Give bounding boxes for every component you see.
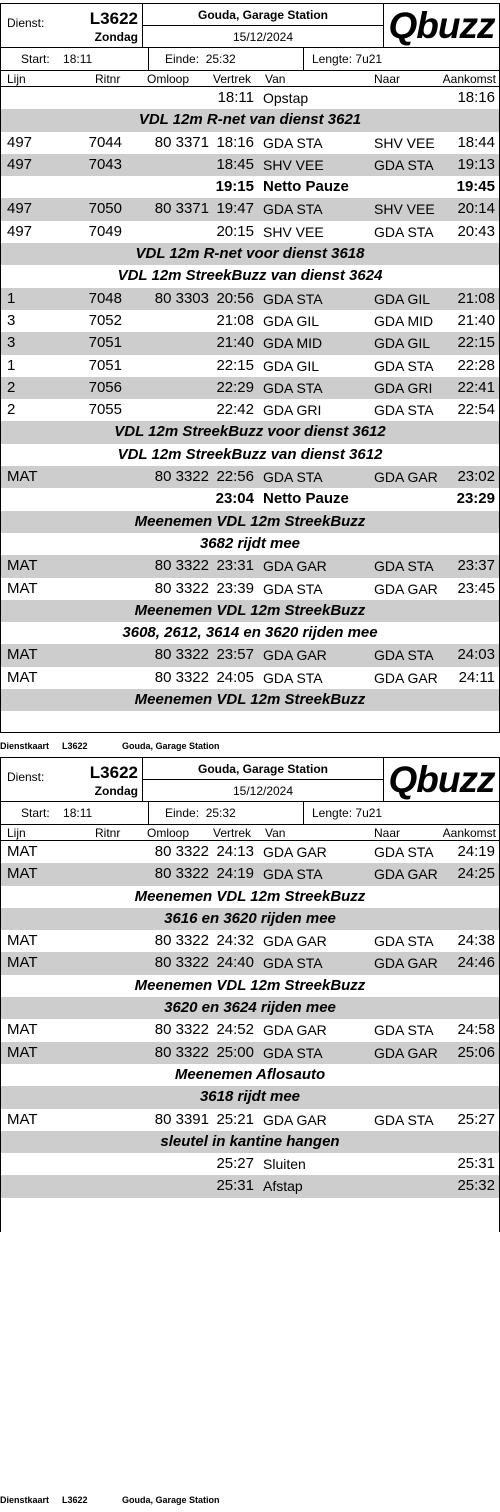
note-text: VDL 12m StreekBuzz van dienst 3624: [117, 267, 383, 285]
cell-vertrek: 23:04: [215, 490, 254, 508]
cell-aankomst: 22:28: [457, 356, 495, 374]
cell-omloop: 80 3391: [154, 1110, 209, 1128]
cell-van: GDA STA: [263, 201, 323, 218]
cell-van: SHV VEE: [263, 223, 324, 240]
cell-vertrek: 18:11: [217, 89, 254, 106]
trip-row: [1, 1042, 499, 1064]
cell-naar: GDA GAR: [374, 469, 438, 486]
cell-ritnr: 7055: [88, 401, 122, 419]
trip-row: [1, 1019, 499, 1041]
cell-naar: GDA STA: [374, 1111, 434, 1128]
cell-vertrek: 19:47: [216, 200, 254, 218]
cell-van: GDA GIL: [263, 357, 320, 374]
cell-lijn: MAT: [7, 843, 38, 860]
cell-van: GDA STA: [263, 290, 323, 307]
cell-omloop: 80 3322: [154, 557, 209, 575]
trip-row: [1, 555, 499, 577]
cell-naar: GDA GAR: [374, 1044, 438, 1061]
cell-lijn: 1: [7, 356, 16, 374]
end-time: 25:32: [205, 52, 236, 66]
cell-naar: GDA GAR: [374, 955, 438, 972]
note-text: 3620 en 3624 rijden mee: [164, 999, 336, 1017]
cell-aankomst: 20:43: [457, 222, 495, 240]
footer-code: L3622: [62, 741, 88, 751]
col-lijn: Lijn: [7, 72, 26, 86]
cell-ritnr: 7050: [88, 200, 122, 218]
end-label: Einde:: [165, 806, 200, 820]
cell-omloop: 80 3303: [154, 289, 209, 307]
note-text: Meenemen VDL 12m StreekBuzz: [134, 512, 366, 530]
cell-van: GDA STA: [263, 379, 323, 396]
date: 15/12/2024: [232, 784, 294, 798]
cell-van: GDA STA: [263, 866, 323, 883]
cell-lijn: 3: [7, 311, 16, 329]
location: Gouda, Garage Station: [143, 4, 383, 26]
cell-aankomst: 24:38: [457, 932, 495, 950]
cell-van: GDA STA: [263, 955, 323, 972]
note-banner: [1, 533, 499, 555]
duty-card-page-1: [0, 3, 500, 733]
cell-aankomst: 25:32: [457, 1177, 495, 1195]
cell-ritnr: 7051: [88, 334, 122, 352]
note-banner: [1, 511, 499, 533]
note-banner: [1, 689, 499, 711]
cell-naar: GDA STA: [374, 647, 434, 664]
cell-vertrek: 23:57: [216, 646, 254, 664]
cell-ritnr: 7043: [88, 155, 122, 173]
cell-ritnr: 7048: [88, 289, 122, 307]
card-header: [1, 4, 499, 48]
col-vertrek: Vertrek: [213, 72, 252, 86]
cell-naar: GDA GAR: [374, 669, 438, 686]
cell-omloop: 80 3322: [154, 865, 209, 883]
cell-lijn: 3: [7, 334, 16, 352]
date: 15/12/2024: [232, 30, 294, 44]
day-label: Zondag: [94, 784, 138, 798]
note-banner: [1, 600, 499, 622]
cell-vertrek: 25:21: [216, 1110, 254, 1128]
cell-aankomst: 24:03: [457, 646, 495, 664]
note-text: Meenemen Aflosauto: [174, 1065, 326, 1083]
cell-vertrek: 23:31: [216, 557, 254, 575]
cell-vertrek: 24:05: [216, 668, 254, 686]
cell-lijn: 497: [7, 133, 33, 151]
cell-naar: GDA GIL: [374, 335, 431, 352]
start-label: Start:: [21, 806, 50, 820]
cell-aankomst: 22:41: [457, 378, 495, 396]
cell-lijn: MAT: [7, 668, 38, 686]
location: Gouda, Garage Station: [143, 758, 383, 780]
cell-vertrek: 18:45: [216, 155, 254, 173]
note-banner: [1, 109, 499, 131]
cell-vertrek: 24:52: [216, 1021, 254, 1039]
cell-van: GDA STA: [263, 580, 323, 597]
start-time: 18:11: [63, 806, 93, 820]
trip-row: [1, 198, 499, 220]
cell-ritnr: 7051: [88, 356, 122, 374]
cell-van: GDA GRI: [263, 402, 322, 419]
pause-row: [1, 176, 499, 198]
length-label: Lengte:: [312, 806, 353, 820]
cell-vertrek: 25:27: [216, 1155, 254, 1173]
cell-vertrek: 22:42: [216, 401, 254, 419]
col-omloop: Omloop: [147, 72, 190, 86]
trip-row: [1, 578, 499, 600]
column-headers: [1, 825, 499, 841]
end-label: Einde:: [165, 52, 200, 66]
trip-row: [1, 1109, 499, 1131]
cell-lijn: MAT: [7, 932, 38, 950]
col-naar: Naar: [374, 72, 401, 86]
cell-ritnr: 7052: [88, 311, 122, 329]
col-van: Van: [265, 72, 286, 86]
col-vertrek: Vertrek: [213, 826, 252, 840]
note-banner: [1, 243, 499, 265]
cell-van: GDA GAR: [263, 1111, 327, 1128]
cell-naar: GDA STA: [374, 402, 434, 419]
cell-naar: GDA STA: [374, 558, 434, 575]
trip-row: [1, 466, 499, 488]
cell-van: GDA GAR: [263, 647, 327, 664]
cell-van: GDA GAR: [263, 933, 327, 950]
trip-row: [1, 310, 499, 332]
qbuzz-logo: Qbuzz: [388, 759, 495, 800]
cell-lijn: MAT: [7, 579, 38, 597]
cell-van: GDA GIL: [263, 312, 320, 329]
cell-lijn: 497: [7, 155, 33, 173]
cell-naar: SHV VEE: [374, 134, 435, 151]
schedule-rows: [1, 841, 499, 1198]
dienst-label: Dienst:: [7, 770, 45, 784]
cell-aankomst: 19:45: [456, 178, 495, 196]
note-banner: [1, 421, 499, 443]
col-omloop: Omloop: [147, 826, 190, 840]
cell-lijn: 497: [7, 222, 33, 240]
cell-ritnr: 7049: [88, 222, 122, 240]
cell-aankomst: 20:14: [457, 200, 495, 218]
cell-lijn: MAT: [7, 954, 38, 972]
cell-van: GDA STA: [263, 669, 323, 686]
dienst-code: L3622: [89, 763, 138, 782]
cell-aankomst: 24:19: [457, 843, 495, 860]
cell-vertrek: 21:08: [216, 311, 254, 329]
col-ritnr: Ritnr: [95, 826, 121, 840]
cell-naar: GDA STA: [374, 156, 434, 173]
cell-aankomst: 24:25: [457, 865, 495, 883]
cell-lijn: MAT: [7, 468, 38, 486]
note-text: sleutel in kantine hangen: [160, 1132, 340, 1150]
start-time: 18:11: [63, 52, 93, 66]
cell-omloop: 80 3371: [154, 133, 209, 151]
note-text: 3608, 2612, 3614 en 3620 rijden mee: [122, 624, 378, 642]
cell-omloop: 80 3322: [154, 1043, 209, 1061]
footer-code: L3622: [62, 1495, 88, 1505]
trip-row: [1, 667, 499, 689]
trip-row: [1, 154, 499, 176]
trip-row: [1, 332, 499, 354]
qbuzz-logo: Qbuzz: [388, 5, 495, 46]
cell-omloop: 80 3322: [154, 1021, 209, 1039]
note-text: 3618 rijdt mee: [199, 1088, 301, 1106]
cell-aankomst: 22:15: [457, 334, 495, 352]
cell-vertrek: 22:29: [216, 378, 254, 396]
trip-row: [1, 377, 499, 399]
cell-naar: GDA GRI: [374, 379, 433, 396]
cell-aankomst: 25:06: [457, 1043, 495, 1061]
note-banner: [1, 1131, 499, 1153]
start-label: Start:: [21, 52, 50, 66]
note-text: VDL 12m StreekBuzz voor dienst 3612: [114, 423, 386, 441]
cell-ritnr: 7056: [88, 378, 122, 396]
cell-naar: GDA MID: [374, 312, 434, 329]
cell-van: GDA STA: [263, 134, 323, 151]
cell-lijn: 1: [7, 289, 16, 307]
cell-vertrek: 22:15: [216, 356, 254, 374]
note-text: Meenemen VDL 12m StreekBuzz: [134, 691, 366, 709]
cell-naar: GDA GAR: [374, 866, 438, 883]
cell-lijn: 2: [7, 401, 16, 419]
note-banner: [1, 622, 499, 644]
cell-omloop: 80 3322: [154, 579, 209, 597]
cell-lijn: MAT: [7, 1110, 38, 1128]
cell-van: GDA MID: [263, 335, 323, 352]
cell-vertrek: 20:56: [216, 289, 254, 307]
note-banner: [1, 908, 499, 930]
cell-aankomst: 19:13: [457, 155, 495, 173]
trip-row: [1, 399, 499, 421]
cell-naar: GDA GIL: [374, 290, 431, 307]
note-text: VDL 12m StreekBuzz van dienst 3612: [117, 445, 383, 463]
col-aankomst: Aankomst: [442, 72, 496, 86]
cell-vertrek: 25:31: [216, 1177, 254, 1195]
cell-vertrek: 23:39: [216, 579, 254, 597]
cell-aankomst: 24:46: [457, 954, 495, 972]
note-text: 3616 en 3620 rijden mee: [164, 909, 336, 927]
cell-naar: GDA STA: [374, 844, 434, 860]
cell-omloop: 80 3322: [154, 646, 209, 664]
cell-naar: GDA STA: [374, 933, 434, 950]
cell-aankomst: 24:58: [457, 1021, 495, 1039]
footer-location: Gouda, Garage Station: [122, 1495, 220, 1505]
times-bar: [1, 802, 499, 825]
schedule-rows: [1, 87, 499, 711]
cell-omloop: 80 3322: [154, 932, 209, 950]
dienst-label: Dienst:: [7, 16, 45, 30]
cell-aankomst: 18:44: [457, 133, 495, 151]
cell-lijn: MAT: [7, 865, 38, 883]
col-naar: Naar: [374, 826, 401, 840]
footer-location: Gouda, Garage Station: [122, 741, 220, 751]
length-label: Lengte:: [312, 52, 353, 66]
cell-van: GDA GAR: [263, 844, 327, 860]
end-time: 25:32: [205, 806, 236, 820]
trip-row: [1, 355, 499, 377]
note-banner: [1, 886, 499, 908]
note-banner: [1, 1064, 499, 1086]
cell-van: Sluiten: [263, 1156, 306, 1173]
cell-omloop: 80 3322: [154, 954, 209, 972]
note-banner: [1, 444, 499, 466]
cell-aankomst: 23:45: [457, 579, 495, 597]
cell-van: GDA GAR: [263, 558, 327, 575]
cell-aankomst: 21:40: [457, 311, 495, 329]
trip-row: [1, 841, 499, 863]
cell-van: GDA GAR: [263, 1022, 327, 1039]
col-van: Van: [265, 826, 286, 840]
footer-label: Dienstkaart: [0, 1495, 50, 1505]
day-label: Zondag: [94, 30, 138, 44]
cell-lijn: 497: [7, 200, 33, 218]
cell-vertrek: 25:00: [216, 1043, 254, 1061]
cell-lijn: MAT: [7, 1021, 38, 1039]
cell-ritnr: 7044: [88, 133, 122, 151]
cell-vertrek: 24:40: [216, 954, 254, 972]
cell-aankomst: 24:11: [458, 668, 495, 686]
trip-row: [1, 1175, 499, 1197]
note-banner: [1, 1086, 499, 1108]
trip-row: [1, 952, 499, 974]
cell-naar: GDA STA: [374, 1022, 434, 1039]
cell-van: Netto Pauze: [263, 490, 349, 508]
cell-naar: GDA STA: [374, 223, 434, 240]
cell-aankomst: 25:31: [457, 1155, 495, 1173]
cell-vertrek: 21:40: [216, 334, 254, 352]
note-banner: [1, 975, 499, 997]
trip-row: [1, 644, 499, 666]
footer-label: Dienstkaart: [0, 741, 50, 751]
note-text: VDL 12m R-net van dienst 3621: [138, 111, 362, 129]
dienst-code: L3622: [89, 9, 138, 28]
cell-lijn: MAT: [7, 646, 38, 664]
cell-van: GDA STA: [263, 1044, 323, 1061]
note-text: Meenemen VDL 12m StreekBuzz: [134, 887, 366, 905]
cell-aankomst: 18:16: [457, 89, 495, 106]
note-text: 3682 rijdt mee: [199, 534, 301, 552]
cell-lijn: MAT: [7, 557, 38, 575]
trip-row: [1, 87, 499, 109]
cell-van: SHV VEE: [263, 156, 324, 173]
trip-row: [1, 288, 499, 310]
cell-vertrek: 22:56: [216, 468, 254, 486]
cell-van: Opstap: [263, 90, 309, 106]
note-text: Meenemen VDL 12m StreekBuzz: [134, 601, 366, 619]
cell-omloop: 80 3322: [154, 468, 209, 486]
cell-aankomst: 23:29: [456, 490, 495, 508]
note-banner: [1, 997, 499, 1019]
cell-vertrek: 24:19: [216, 865, 254, 883]
cell-naar: GDA STA: [374, 357, 434, 374]
cell-omloop: 80 3371: [154, 200, 209, 218]
cell-aankomst: 22:54: [457, 401, 495, 419]
cell-vertrek: 19:15: [215, 178, 254, 196]
note-banner: [1, 265, 499, 287]
cell-naar: GDA GAR: [374, 580, 438, 597]
cell-aankomst: 23:02: [457, 468, 495, 486]
col-lijn: Lijn: [7, 826, 26, 840]
trip-row: [1, 132, 499, 154]
col-aankomst: Aankomst: [442, 826, 496, 840]
times-bar: [1, 48, 499, 71]
cell-van: Afstap: [263, 1178, 303, 1195]
trip-row: [1, 863, 499, 885]
cell-vertrek: 24:32: [216, 932, 254, 950]
cell-vertrek: 18:16: [216, 133, 254, 151]
length-value: 7u21: [355, 806, 383, 820]
cell-aankomst: 21:08: [457, 289, 495, 307]
col-ritnr: Ritnr: [95, 72, 121, 86]
note-text: VDL 12m R-net voor dienst 3618: [135, 245, 365, 263]
cell-van: Netto Pauze: [263, 178, 349, 196]
cell-vertrek: 20:15: [216, 222, 254, 240]
column-headers: [1, 71, 499, 87]
cell-lijn: 2: [7, 378, 16, 396]
cell-aankomst: 25:27: [457, 1110, 495, 1128]
cell-vertrek: 24:13: [216, 843, 254, 860]
length-value: 7u21: [355, 52, 383, 66]
trip-row: [1, 221, 499, 243]
cell-lijn: MAT: [7, 1043, 38, 1061]
trip-row: [1, 1153, 499, 1175]
card-header: [1, 758, 499, 802]
duty-card-page-2: [0, 757, 500, 1232]
pause-row: [1, 488, 499, 510]
cell-naar: SHV VEE: [374, 201, 435, 218]
trip-row: [1, 930, 499, 952]
cell-omloop: 80 3322: [154, 668, 209, 686]
note-text: Meenemen VDL 12m StreekBuzz: [134, 976, 366, 994]
cell-omloop: 80 3322: [154, 843, 209, 860]
cell-van: GDA STA: [263, 469, 323, 486]
cell-aankomst: 23:37: [457, 557, 495, 575]
